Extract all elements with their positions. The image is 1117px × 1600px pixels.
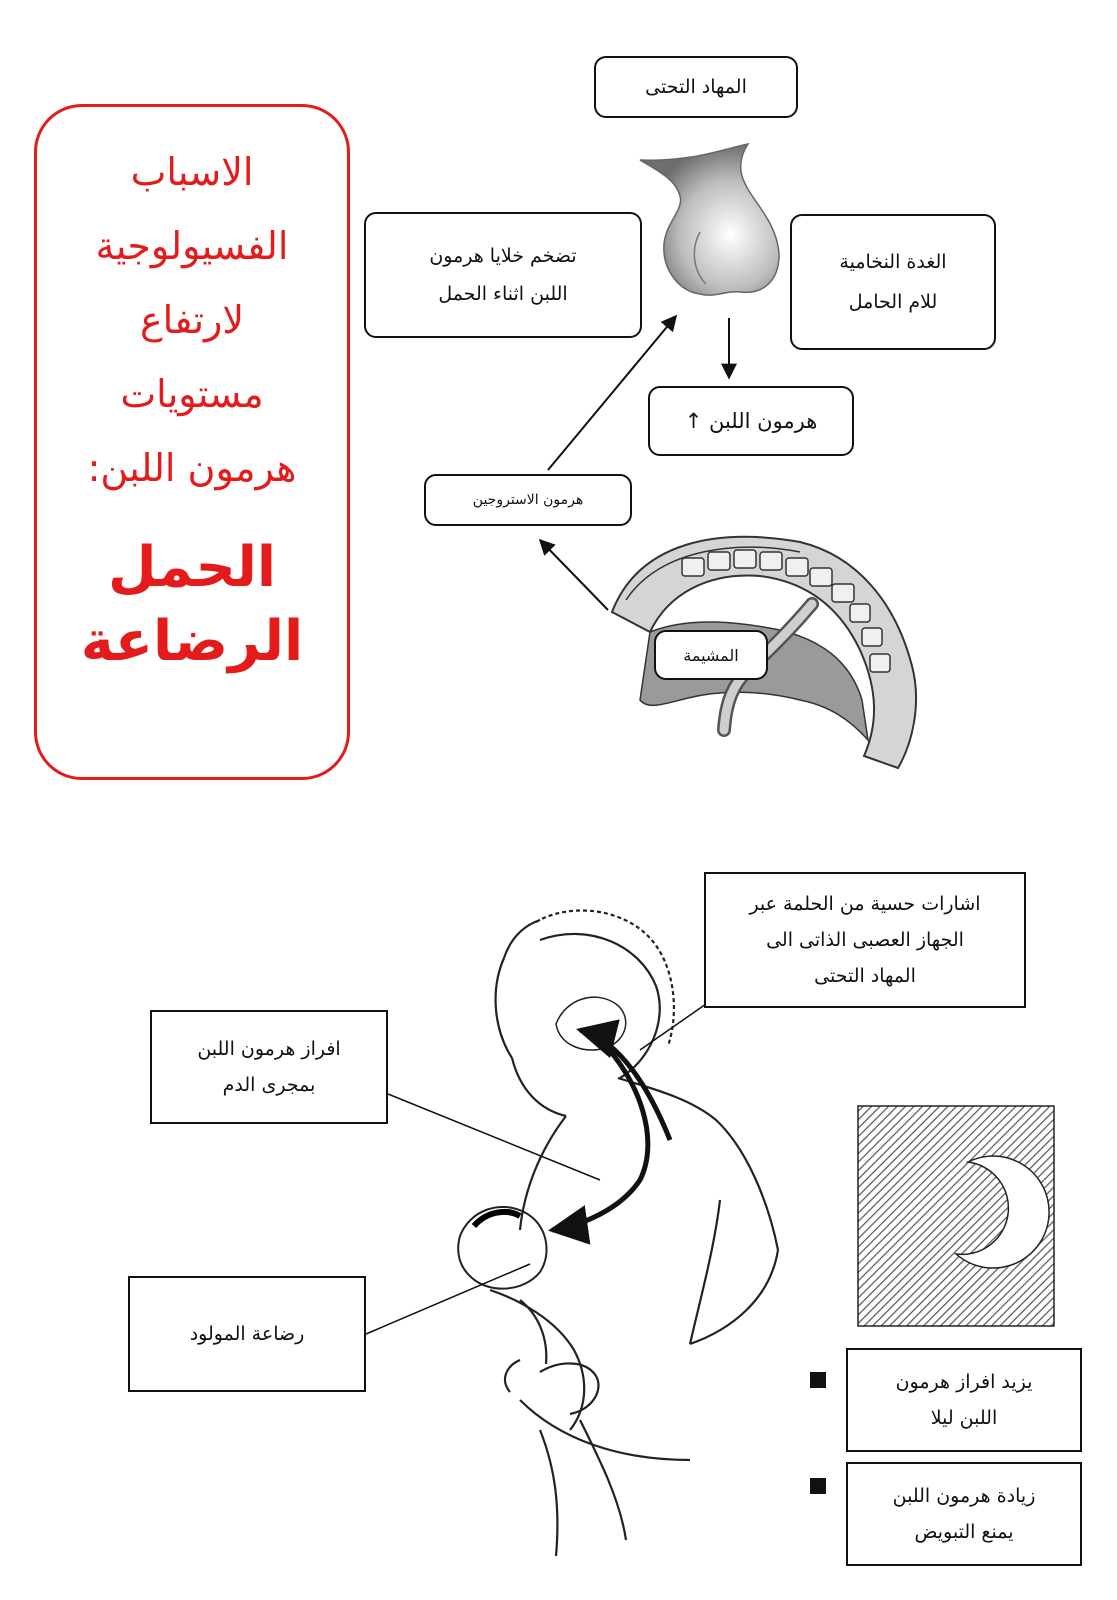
title-line: الفسيولوجية bbox=[95, 224, 289, 268]
placenta-label: المشيمة bbox=[654, 630, 768, 680]
pituitary-label: الغدة النخامية للام الحامل bbox=[790, 214, 996, 350]
arrow-placenta-to-estrogen bbox=[540, 540, 608, 610]
lactotroph-label: تضخم خلايا هرمون اللبن اثناء الحمل bbox=[364, 212, 642, 338]
bullet-icon bbox=[810, 1478, 826, 1494]
sensory-signals-label: اشارات حسية من الحلمة عبر الجهاز العصبى الذاتى الى المهاد التحتى bbox=[704, 872, 1026, 1008]
title-line: هرمون اللبن: bbox=[87, 446, 297, 490]
title-emphasis-pregnancy: الحمل bbox=[107, 535, 277, 600]
prolactin-up-label: هرمون اللبن ↑ bbox=[648, 386, 854, 456]
leader-sensory bbox=[640, 1004, 706, 1050]
estrogen-label: هرمون الاستروجين bbox=[424, 474, 632, 526]
arrow-sensory-signal bbox=[580, 1030, 670, 1140]
leader-secretion bbox=[388, 1094, 600, 1180]
title-line: الاسباب bbox=[130, 150, 254, 194]
suckling-label: رضاعة المولود bbox=[128, 1276, 366, 1392]
title-emphasis-breastfeeding: الرضاعة bbox=[80, 609, 304, 674]
pituitary-gland-illustration bbox=[640, 144, 779, 295]
hypothalamus-label: المهاد التحتى bbox=[594, 56, 798, 118]
night-secretion-note: يزيد افراز هرمون اللبن ليلا bbox=[846, 1348, 1082, 1452]
title-line: لارتفاع bbox=[139, 298, 245, 342]
leader-suckling bbox=[366, 1264, 530, 1334]
ovulation-note: زيادة هرمون اللبن يمنع التبويض bbox=[846, 1462, 1082, 1566]
prolactin-secretion-label: افراز هرمون اللبن بمجرى الدم bbox=[150, 1010, 388, 1124]
bullet-icon bbox=[810, 1372, 826, 1388]
title-line: مستويات bbox=[120, 372, 264, 416]
